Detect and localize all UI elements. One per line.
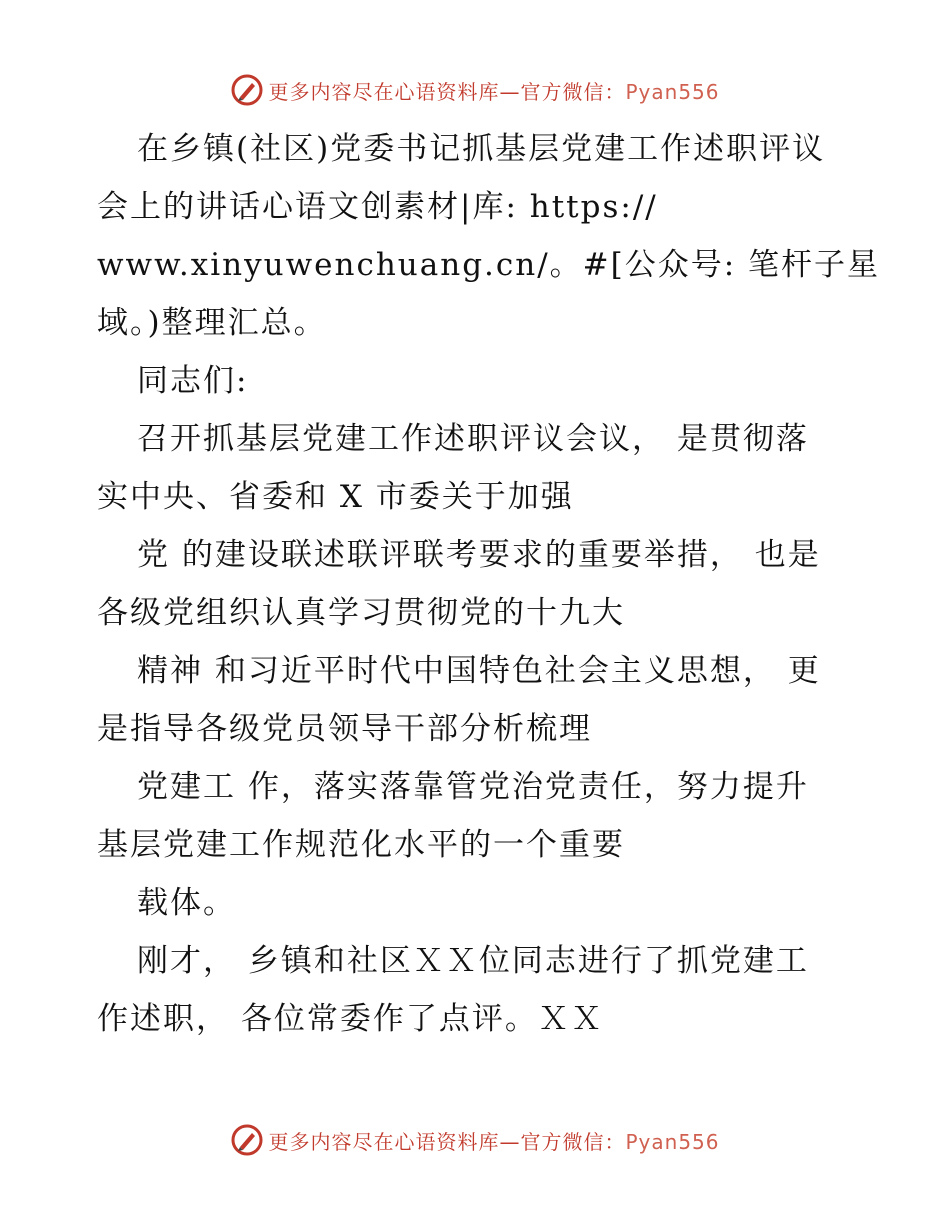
banner-text: 更多内容尽在心语资料库—官方微信：Pyan556 <box>268 1129 720 1154</box>
text-line: 是指导各级党员领导干部分析梳理 <box>97 711 592 747</box>
footer-banner <box>0 1120 950 1160</box>
text-line: 域。)整理汇总。 <box>97 305 327 341</box>
pen-logo-icon <box>230 1123 264 1157</box>
text-line: 精神 和习近平时代中国特色社会主义思想， 更 <box>137 653 821 689</box>
text-line: 实中央、省委和 X 市委关于加强 <box>97 479 574 515</box>
header-banner <box>0 70 950 110</box>
text-line: 基层党建工作规范化水平的一个重要 <box>97 827 625 863</box>
text-line: 作述职， 各位常委作了点评。ＸＸ <box>97 1001 604 1037</box>
text-line: 在乡镇(社区)党委书记抓基层党建工作述职评议 <box>137 131 826 167</box>
text-line: 载体。 <box>137 885 236 921</box>
text-line: 召开抓基层党建工作述职评议会议， 是贯彻落 <box>137 421 809 457</box>
text-line: 党 的建设联述联评联考要求的重要举措， 也是 <box>137 537 821 573</box>
text-line: 同志们: <box>137 363 249 399</box>
banner-text: 更多内容尽在心语资料库—官方微信：Pyan556 <box>268 79 720 104</box>
text-line: www.xinyuwenchuang.cn/。#[公众号: 笔杆子星 <box>97 247 881 283</box>
pen-logo-icon <box>230 73 264 107</box>
wechat-id: Pyan556 <box>625 1129 720 1154</box>
text-line: 各级党组织认真学习贯彻党的十九大 <box>97 595 625 631</box>
document-body <box>97 120 881 1048</box>
wechat-id: Pyan556 <box>625 79 720 104</box>
text-line: 党建工 作，落实落靠管党治党责任，努力提升 <box>137 769 809 805</box>
text-line: 会上的讲话心语文创素材|库: https:// <box>97 189 658 225</box>
text-line: 刚才， 乡镇和社区ＸＸ位同志进行了抓党建工 <box>137 943 809 979</box>
